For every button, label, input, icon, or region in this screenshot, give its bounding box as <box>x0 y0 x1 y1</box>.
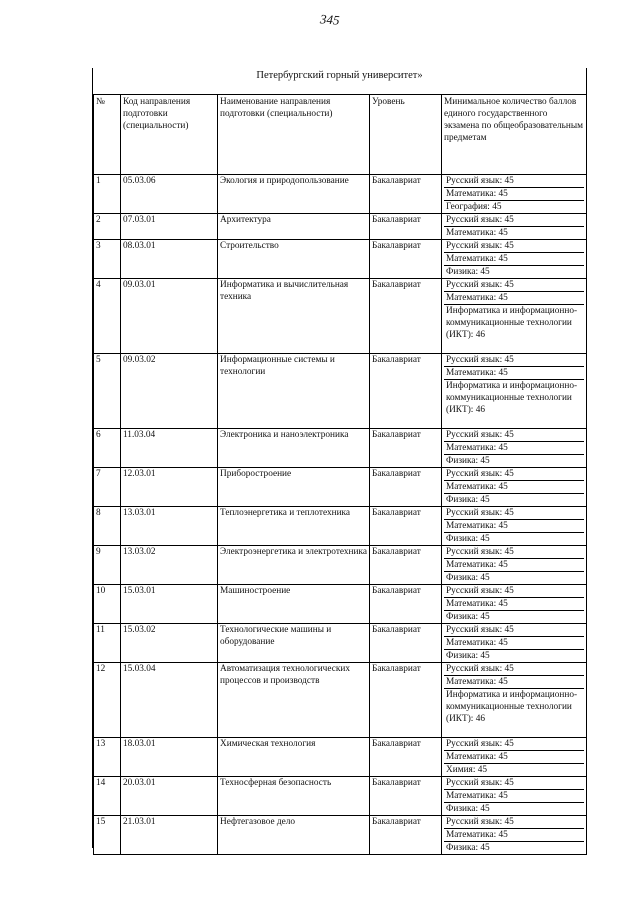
row-level: Бакалавриат <box>370 663 442 738</box>
page-number: 345 <box>319 11 341 28</box>
row-num: 1 <box>94 175 121 214</box>
subject-min-score: Физика: 45 <box>446 534 490 544</box>
row-code: 05.03.06 <box>121 175 218 214</box>
row-code: 07.03.01 <box>121 214 218 240</box>
subject-min-score: География: 45 <box>446 202 502 212</box>
row-code: 12.03.01 <box>121 468 218 507</box>
subject-min-score: Русский язык: 45 <box>444 663 584 676</box>
row-min-scores <box>442 585 587 624</box>
row-num: 6 <box>94 429 121 468</box>
row-num: 8 <box>94 507 121 546</box>
row-code: 13.03.01 <box>121 507 218 546</box>
subject-min-score: Информатика и информационно-коммуникационные технологии (ИКТ): 46 <box>446 690 578 724</box>
row-min-scores <box>442 546 587 585</box>
row-level: Бакалавриат <box>370 279 442 354</box>
row-level: Бакалавриат <box>370 214 442 240</box>
row-code: 09.03.02 <box>121 354 218 429</box>
subject-min-score: Русский язык: 45 <box>444 738 584 751</box>
subject-min-score: Русский язык: 45 <box>444 585 584 598</box>
row-level: Бакалавриат <box>370 585 442 624</box>
row-code: 21.03.01 <box>121 816 218 855</box>
row-level: Бакалавриат <box>370 354 442 429</box>
row-name: Теплоэнергетика и теплотехника <box>218 507 370 546</box>
row-min-scores <box>442 279 587 354</box>
subject-min-score: Русский язык: 45 <box>444 214 584 227</box>
subject-min-score: Русский язык: 45 <box>444 624 584 637</box>
subject-min-score: Русский язык: 45 <box>444 816 584 829</box>
table-row <box>94 175 587 214</box>
subject-min-score: Физика: 45 <box>446 843 490 853</box>
row-name: Приборостроение <box>218 468 370 507</box>
row-level: Бакалавриат <box>370 777 442 816</box>
table-row <box>94 663 587 738</box>
row-level: Бакалавриат <box>370 624 442 663</box>
row-code: 15.03.01 <box>121 585 218 624</box>
table-row <box>94 738 587 777</box>
row-num: 3 <box>94 240 121 279</box>
row-level: Бакалавриат <box>370 507 442 546</box>
subject-min-score: Русский язык: 45 <box>444 507 584 520</box>
subject-min-score: Физика: 45 <box>446 651 490 661</box>
row-num: 13 <box>94 738 121 777</box>
row-name: Электроника и наноэлектроника <box>218 429 370 468</box>
row-name: Строительство <box>218 240 370 279</box>
subject-min-score: Математика: 45 <box>444 829 584 842</box>
subject-min-score: Химия: 45 <box>446 765 488 775</box>
header-name: Наименование направления подготовки (специальности) <box>218 95 370 175</box>
row-min-scores <box>442 777 587 816</box>
row-name: Технологические машины и оборудование <box>218 624 370 663</box>
header-min-score: Минимальное количество баллов единого государственного экзамена по общеобразовательным предметам <box>442 95 587 175</box>
table-row <box>94 624 587 663</box>
subject-min-score: Физика: 45 <box>446 495 490 505</box>
row-num: 12 <box>94 663 121 738</box>
subject-min-score: Математика: 45 <box>444 292 584 305</box>
subject-min-score: Физика: 45 <box>446 267 490 277</box>
subject-min-score: Математика: 45 <box>444 676 584 689</box>
table-row <box>94 429 587 468</box>
subject-min-score: Математика: 45 <box>444 367 584 380</box>
table-header-row <box>94 95 587 175</box>
row-name: Информационные системы и технологии <box>218 354 370 429</box>
subject-min-score: Математика: 45 <box>444 442 584 455</box>
row-num: 5 <box>94 354 121 429</box>
table-row <box>94 777 587 816</box>
subject-min-score: Математика: 45 <box>444 188 584 201</box>
table-row <box>94 816 587 855</box>
row-name: Машиностроение <box>218 585 370 624</box>
table-row <box>94 240 587 279</box>
table-row <box>94 279 587 354</box>
table-body <box>94 175 587 855</box>
subject-min-score: Русский язык: 45 <box>444 777 584 790</box>
row-min-scores <box>442 507 587 546</box>
subject-min-score: Русский язык: 45 <box>444 468 584 481</box>
row-name: Электроэнергетика и электротехника <box>218 546 370 585</box>
row-code: 18.03.01 <box>121 738 218 777</box>
row-level: Бакалавриат <box>370 429 442 468</box>
table-row <box>94 214 587 240</box>
row-name: Нефтегазовое дело <box>218 816 370 855</box>
row-min-scores <box>442 738 587 777</box>
table-row <box>94 546 587 585</box>
row-name: Химическая технология <box>218 738 370 777</box>
row-min-scores <box>442 354 587 429</box>
subject-min-score: Математика: 45 <box>444 751 584 764</box>
row-level: Бакалавриат <box>370 240 442 279</box>
header-num: № <box>94 95 121 175</box>
row-code: 08.03.01 <box>121 240 218 279</box>
row-code: 11.03.04 <box>121 429 218 468</box>
subject-min-score: Русский язык: 45 <box>444 279 584 292</box>
row-min-scores <box>442 175 587 214</box>
row-min-scores <box>442 214 587 240</box>
subject-min-score: Математика: 45 <box>444 481 584 494</box>
row-min-scores <box>442 240 587 279</box>
subject-min-score: Русский язык: 45 <box>444 240 584 253</box>
subject-min-score: Информатика и информационно-коммуникационные технологии (ИКТ): 46 <box>446 381 578 415</box>
row-name: Техносферная безопасность <box>218 777 370 816</box>
row-min-scores <box>442 468 587 507</box>
row-num: 9 <box>94 546 121 585</box>
subject-min-score: Математика: 45 <box>446 228 508 238</box>
row-name: Экология и природопользование <box>218 175 370 214</box>
subject-min-score: Физика: 45 <box>446 804 490 814</box>
row-num: 14 <box>94 777 121 816</box>
header-level: Уровень <box>370 95 442 175</box>
document-body <box>92 68 587 853</box>
row-code: 15.03.02 <box>121 624 218 663</box>
table-row <box>94 468 587 507</box>
row-code: 20.03.01 <box>121 777 218 816</box>
header-code: Код направления подготовки (специальности) <box>121 95 218 175</box>
row-min-scores <box>442 816 587 855</box>
row-num: 10 <box>94 585 121 624</box>
row-level: Бакалавриат <box>370 738 442 777</box>
subject-min-score: Информатика и информационно-коммуникационные технологии (ИКТ): 46 <box>446 306 578 340</box>
subject-min-score: Русский язык: 45 <box>444 429 584 442</box>
subject-min-score: Математика: 45 <box>444 637 584 650</box>
row-min-scores <box>442 663 587 738</box>
table-row <box>94 354 587 429</box>
row-num: 7 <box>94 468 121 507</box>
subject-min-score: Математика: 45 <box>444 520 584 533</box>
admission-table <box>93 94 587 855</box>
subject-min-score: Русский язык: 45 <box>444 354 584 367</box>
subject-min-score: Математика: 45 <box>444 253 584 266</box>
subject-min-score: Математика: 45 <box>444 598 584 611</box>
subject-min-score: Физика: 45 <box>446 456 490 466</box>
row-min-scores <box>442 624 587 663</box>
row-level: Бакалавриат <box>370 546 442 585</box>
row-code: 15.03.04 <box>121 663 218 738</box>
subject-min-score: Математика: 45 <box>444 790 584 803</box>
row-num: 2 <box>94 214 121 240</box>
table-row <box>94 585 587 624</box>
subject-min-score: Физика: 45 <box>446 612 490 622</box>
subject-min-score: Русский язык: 45 <box>444 175 584 188</box>
subject-min-score: Русский язык: 45 <box>444 546 584 559</box>
row-name: Информатика и вычислительная техника <box>218 279 370 354</box>
table-row <box>94 507 587 546</box>
row-level: Бакалавриат <box>370 175 442 214</box>
row-num: 11 <box>94 624 121 663</box>
row-num: 4 <box>94 279 121 354</box>
row-code: 13.03.02 <box>121 546 218 585</box>
subject-min-score: Физика: 45 <box>446 573 490 583</box>
row-num: 15 <box>94 816 121 855</box>
row-min-scores <box>442 429 587 468</box>
row-level: Бакалавриат <box>370 468 442 507</box>
university-name: Петербургский горный университет» <box>256 70 423 81</box>
row-name: Автоматизация технологических процессов и производств <box>218 663 370 738</box>
row-name: Архитектура <box>218 214 370 240</box>
subject-min-score: Математика: 45 <box>444 559 584 572</box>
row-code: 09.03.01 <box>121 279 218 354</box>
row-level: Бакалавриат <box>370 816 442 855</box>
